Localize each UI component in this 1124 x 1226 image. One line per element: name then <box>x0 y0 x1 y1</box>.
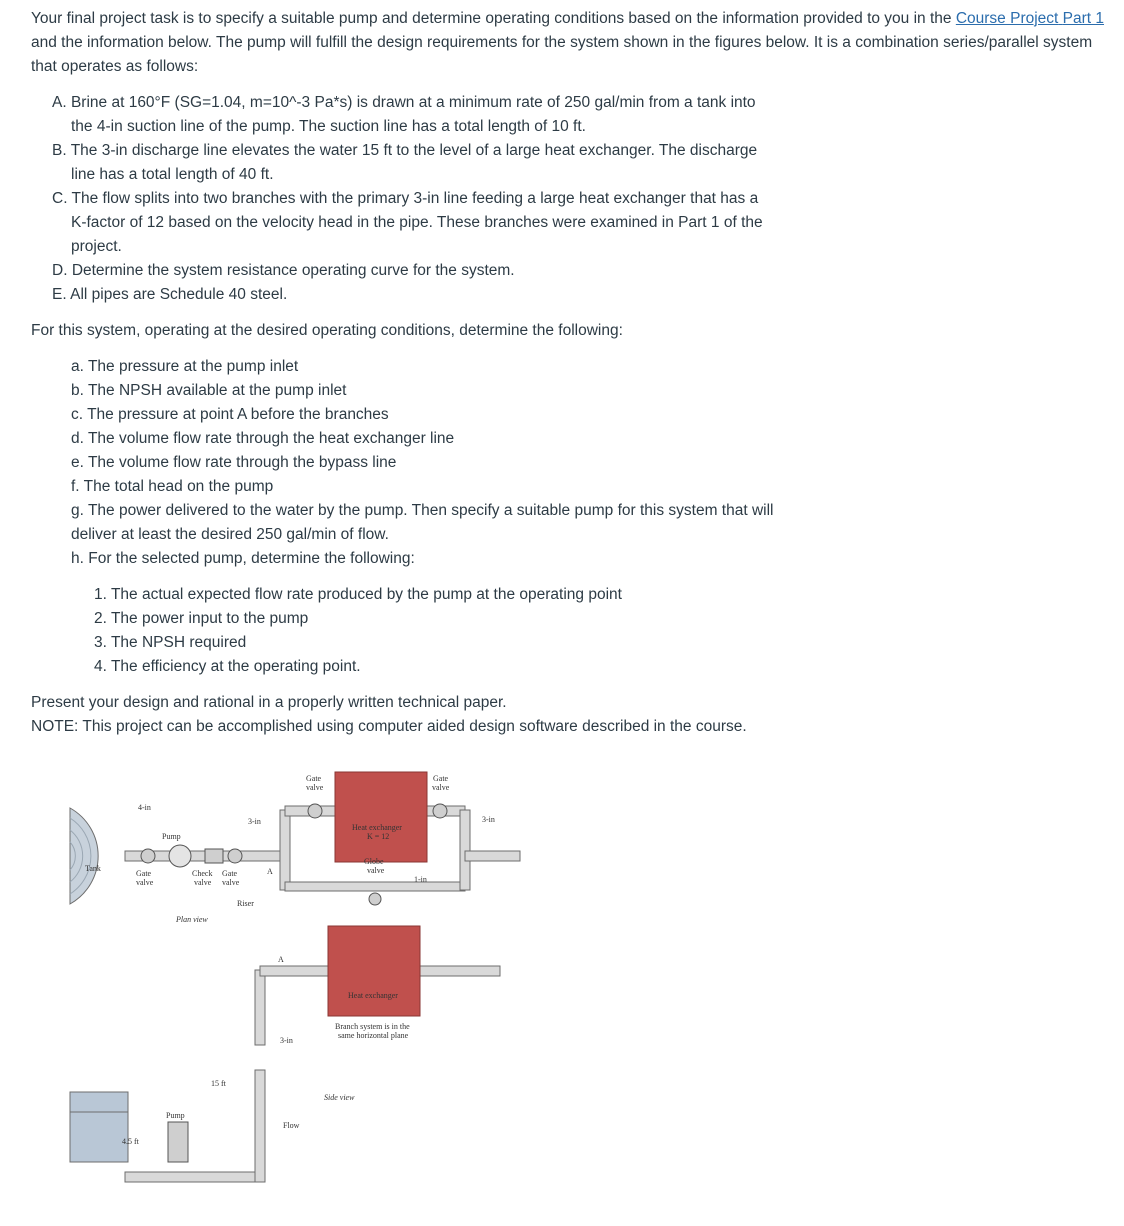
discharge-size-label: 3-in <box>248 817 261 826</box>
intro-paragraph <box>31 7 1121 79</box>
requirement-item: B. The 3-in discharge line elevates the water 15 ft to the level of a large heat exchanger. The discharge line has a total length of 40 ft. <box>52 142 758 183</box>
closing-line-2: NOTE: This project can be accomplished using computer aided design software described in the course. <box>31 718 747 735</box>
system-diagram <box>30 760 730 1220</box>
subtask-item: 4. The efficiency at the operating point. <box>94 658 361 675</box>
bypass-branch-pipe <box>285 882 465 891</box>
task-item: c. The pressure at point A before the branches <box>71 406 389 423</box>
pump-plan <box>169 845 191 867</box>
branch-note-2: same horizontal plane <box>338 1031 409 1040</box>
gate-valve2-plan <box>228 849 242 863</box>
gate-valve-plan <box>141 849 155 863</box>
subtask-item: 3. The NPSH required <box>94 634 247 651</box>
tank-side <box>70 1092 128 1162</box>
task-item: e. The volume flow rate through the bypass line <box>71 454 397 471</box>
outlet-pipe-plan <box>465 851 520 861</box>
task-item: a. The pressure at the pump inlet <box>71 358 299 375</box>
heat-exchanger-side-label: Heat exchanger <box>348 991 398 1000</box>
subtask-item: 1. The actual expected flow rate produced by the pump at the operating point <box>94 586 622 603</box>
branch-tee <box>280 810 290 890</box>
gate-valve-label-2: valve <box>136 878 154 887</box>
task-item: f. The total head on the pump <box>71 478 274 495</box>
gate-valve-label-1: Gate <box>136 869 152 878</box>
task-item: h. For the selected pump, determine the following: <box>71 550 415 567</box>
tank-height-label: 4.5 ft <box>122 1137 139 1146</box>
heat-exchanger-plan <box>335 772 427 862</box>
task-item: g. The power delivered to the water by the pump. Then specify a suitable pump for this system that will deliver at least the desired 250 gal/min of flow. <box>71 502 774 543</box>
check-valve-label-1: Check <box>192 869 213 878</box>
globe-valve-label-2: valve <box>367 866 385 875</box>
heat-exchanger-label: Heat exchanger <box>352 823 402 832</box>
point-a-plan-label: A <box>267 867 273 876</box>
branch-note-1: Branch system is in the <box>335 1022 410 1031</box>
pump-label: Pump <box>162 832 181 841</box>
system-figure <box>30 760 730 1220</box>
globe-valve-label-1: Globe <box>364 857 384 866</box>
closing-notes <box>31 691 1031 739</box>
bypass-size-label: 1-in <box>414 875 427 884</box>
tank-label: Tank <box>85 864 101 873</box>
subtask-list <box>94 583 714 679</box>
requirement-item: C. The flow splits into two branches with the primary 3-in line feeding a large heat exchanger that has a K-factor of 12 based on the velocity head in the pipe. These branches were examined in Part 1 of the project. <box>52 190 763 255</box>
gate-valve-tr-label-2: valve <box>432 783 450 792</box>
task-item: d. The volume flow rate through the heat exchanger line <box>71 430 455 447</box>
tank-plan-shape <box>70 808 98 904</box>
requirement-item: E. All pipes are Schedule 40 steel. <box>52 286 288 303</box>
gate-valve2-label-2: valve <box>222 878 240 887</box>
gate-valve-top-left <box>308 804 322 818</box>
suction-size-label: 4-in <box>138 803 151 812</box>
outlet-size-label: 3-in <box>482 815 495 824</box>
closing-line-1: Present your design and rational in a properly written technical paper. <box>31 694 507 711</box>
task-list <box>71 355 791 571</box>
check-valve-label-2: valve <box>194 878 212 887</box>
requirement-item: D. Determine the system resistance operating curve for the system. <box>52 262 515 279</box>
course-project-link[interactable]: Course Project Part 1 <box>955 10 1105 27</box>
side-view <box>70 926 500 1182</box>
height-15ft-label: 15 ft <box>211 1079 226 1088</box>
gate-valve-top-right <box>433 804 447 818</box>
pump-side <box>168 1122 188 1162</box>
task-item: b. The NPSH available at the pump inlet <box>71 382 347 399</box>
suction-pipe-side <box>125 1172 260 1182</box>
requirement-item: A. Brine at 160°F (SG=1.04, m=10^-3 Pa*s) is drawn at a minimum rate of 250 gal/min from a tank into the 4-in suction line of the pump. The suction line has a total length of 10 ft. <box>52 94 756 135</box>
gate-valve2-label-1: Gate <box>222 869 238 878</box>
subtask-item: 2. The power input to the pump <box>94 610 309 627</box>
pump-side-label: Pump <box>166 1111 185 1120</box>
branch-rejoin <box>460 810 470 890</box>
question-intro: For this system, operating at the desired operating conditions, determine the following: <box>31 322 623 339</box>
gate-valve-tr-label-1: Gate <box>433 774 449 783</box>
intro-text-after: and the information below. The pump will fulfill the design requirements for the system shown in the figures below. It is a combination series/parallel system that operates as follows: <box>31 34 1093 75</box>
flow-label: Flow <box>283 1121 300 1130</box>
riser-side-upper <box>255 970 265 1045</box>
gate-valve-tl-label-1: Gate <box>306 774 322 783</box>
heat-exchanger-side <box>328 926 420 1016</box>
side-view-label: Side view <box>324 1093 355 1102</box>
heat-exchanger-k-label: K = 12 <box>367 832 390 841</box>
gate-valve-tl-label-2: valve <box>306 783 324 792</box>
intro-text-before: Your final project task is to specify a suitable pump and determine operating conditions based on the information provided to you in the <box>31 10 956 27</box>
check-valve-plan <box>205 849 223 863</box>
riser-label: Riser <box>237 899 254 908</box>
requirements-list <box>52 91 772 307</box>
plan-view <box>70 772 520 924</box>
globe-valve-plan <box>369 893 381 905</box>
riser-size-label: 3-in <box>280 1036 293 1045</box>
plan-view-label: Plan view <box>176 915 208 924</box>
riser-side-lower <box>255 1070 265 1182</box>
point-a-side-label: A <box>278 955 284 964</box>
